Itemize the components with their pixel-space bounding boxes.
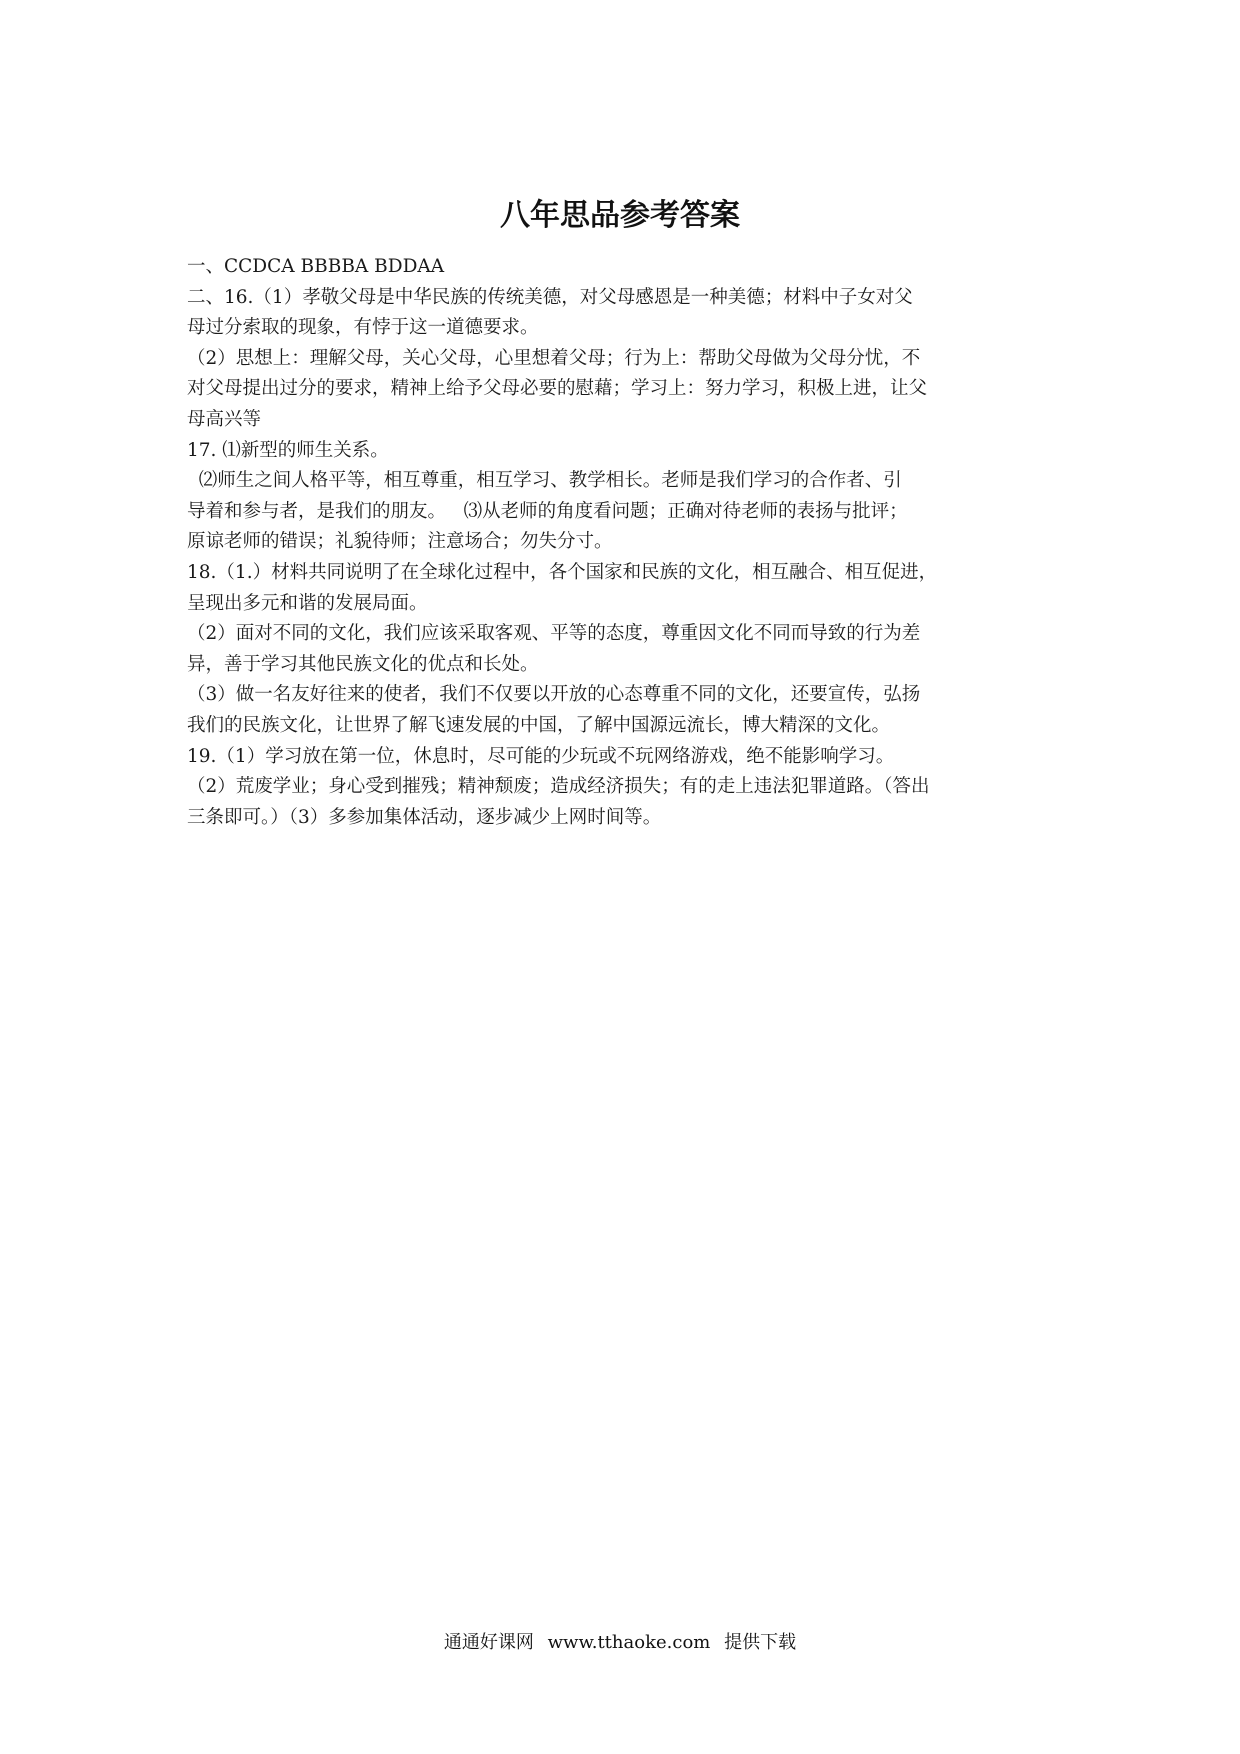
answer-line-17-1: 17. ⑴新型的师生关系。	[187, 439, 389, 461]
answer-line-18-3a: （3）做一名友好往来的使者，我们不仅要以开放的心态尊重不同的文化，还要宣传，弘扬	[187, 684, 921, 706]
answer-line-17-2b: 导着和参与者，是我们的朋友。 ⑶从老师的角度看问题；正确对待老师的表扬与批评；	[187, 500, 908, 522]
answer-line-16-2a: （2）思想上：理解父母，关心父母，心里想着父母；行为上：帮助父母做为父母分忧，不	[187, 347, 921, 369]
footer-suffix: 提供下载	[724, 1632, 797, 1653]
answer-line-18-3b: 我们的民族文化，让世界了解飞速发展的中国，了解中国源远流长，博大精深的文化。	[187, 714, 891, 736]
answer-line-17-2a: ⑵师生之间人格平等，相互尊重，相互学习、教学相长。老师是我们学习的合作者、引	[187, 470, 902, 492]
answer-line-17-3: 原谅老师的错误；礼貌待师；注意场合；勿失分寸。	[187, 531, 613, 553]
footer-site-name: 通通好课网	[443, 1632, 534, 1653]
answer-line-16-2c: 母高兴等	[187, 408, 262, 430]
answer-line-18-2b: 异，善于学习其他民族文化的优点和长处。	[187, 653, 539, 675]
page-footer	[0, 1630, 1240, 1656]
footer-url: www.tthaoke.com	[547, 1632, 711, 1653]
answer-body	[187, 252, 1057, 833]
answer-line-18-2a: （2）面对不同的文化，我们应该采取客观、平等的态度，尊重因文化不同而导致的行为差	[187, 623, 921, 645]
answer-line-18-1b: 呈现出多元和谐的发展局面。	[187, 592, 428, 614]
answer-line-19-2b: 三条即可。）（3）多参加集体活动，逐步减少上网时间等。	[187, 806, 662, 828]
answer-line-18-1a: 18.（1.）材料共同说明了在全球化过程中，各个国家和民族的文化，相互融合、相互促进，	[187, 561, 938, 583]
answer-line-19-1: 19.（1）学习放在第一位，休息时，尽可能的少玩或不玩网络游戏，绝不能影响学习。	[187, 745, 895, 767]
answer-line-16-2b: 对父母提出过分的要求，精神上给予父母必要的慰藉；学习上：努力学习，积极上进，让父	[187, 378, 928, 400]
answer-line-19-2a: （2）荒废学业；身心受到摧残；精神颓废；造成经济损失；有的走上违法犯罪道路。（答出	[187, 776, 930, 798]
answer-line-16-1a: 二、16.（1）孝敬父母是中华民族的传统美德，对父母感恩是一种美德；材料中子女对父	[187, 286, 913, 308]
page-title: 八年思品参考答案	[500, 198, 740, 233]
answer-line-choice: 一、CCDCA BBBBA BDDAA	[187, 256, 445, 277]
answer-line-16-1b: 母过分索取的现象，有悖于这一道德要求。	[187, 317, 539, 339]
